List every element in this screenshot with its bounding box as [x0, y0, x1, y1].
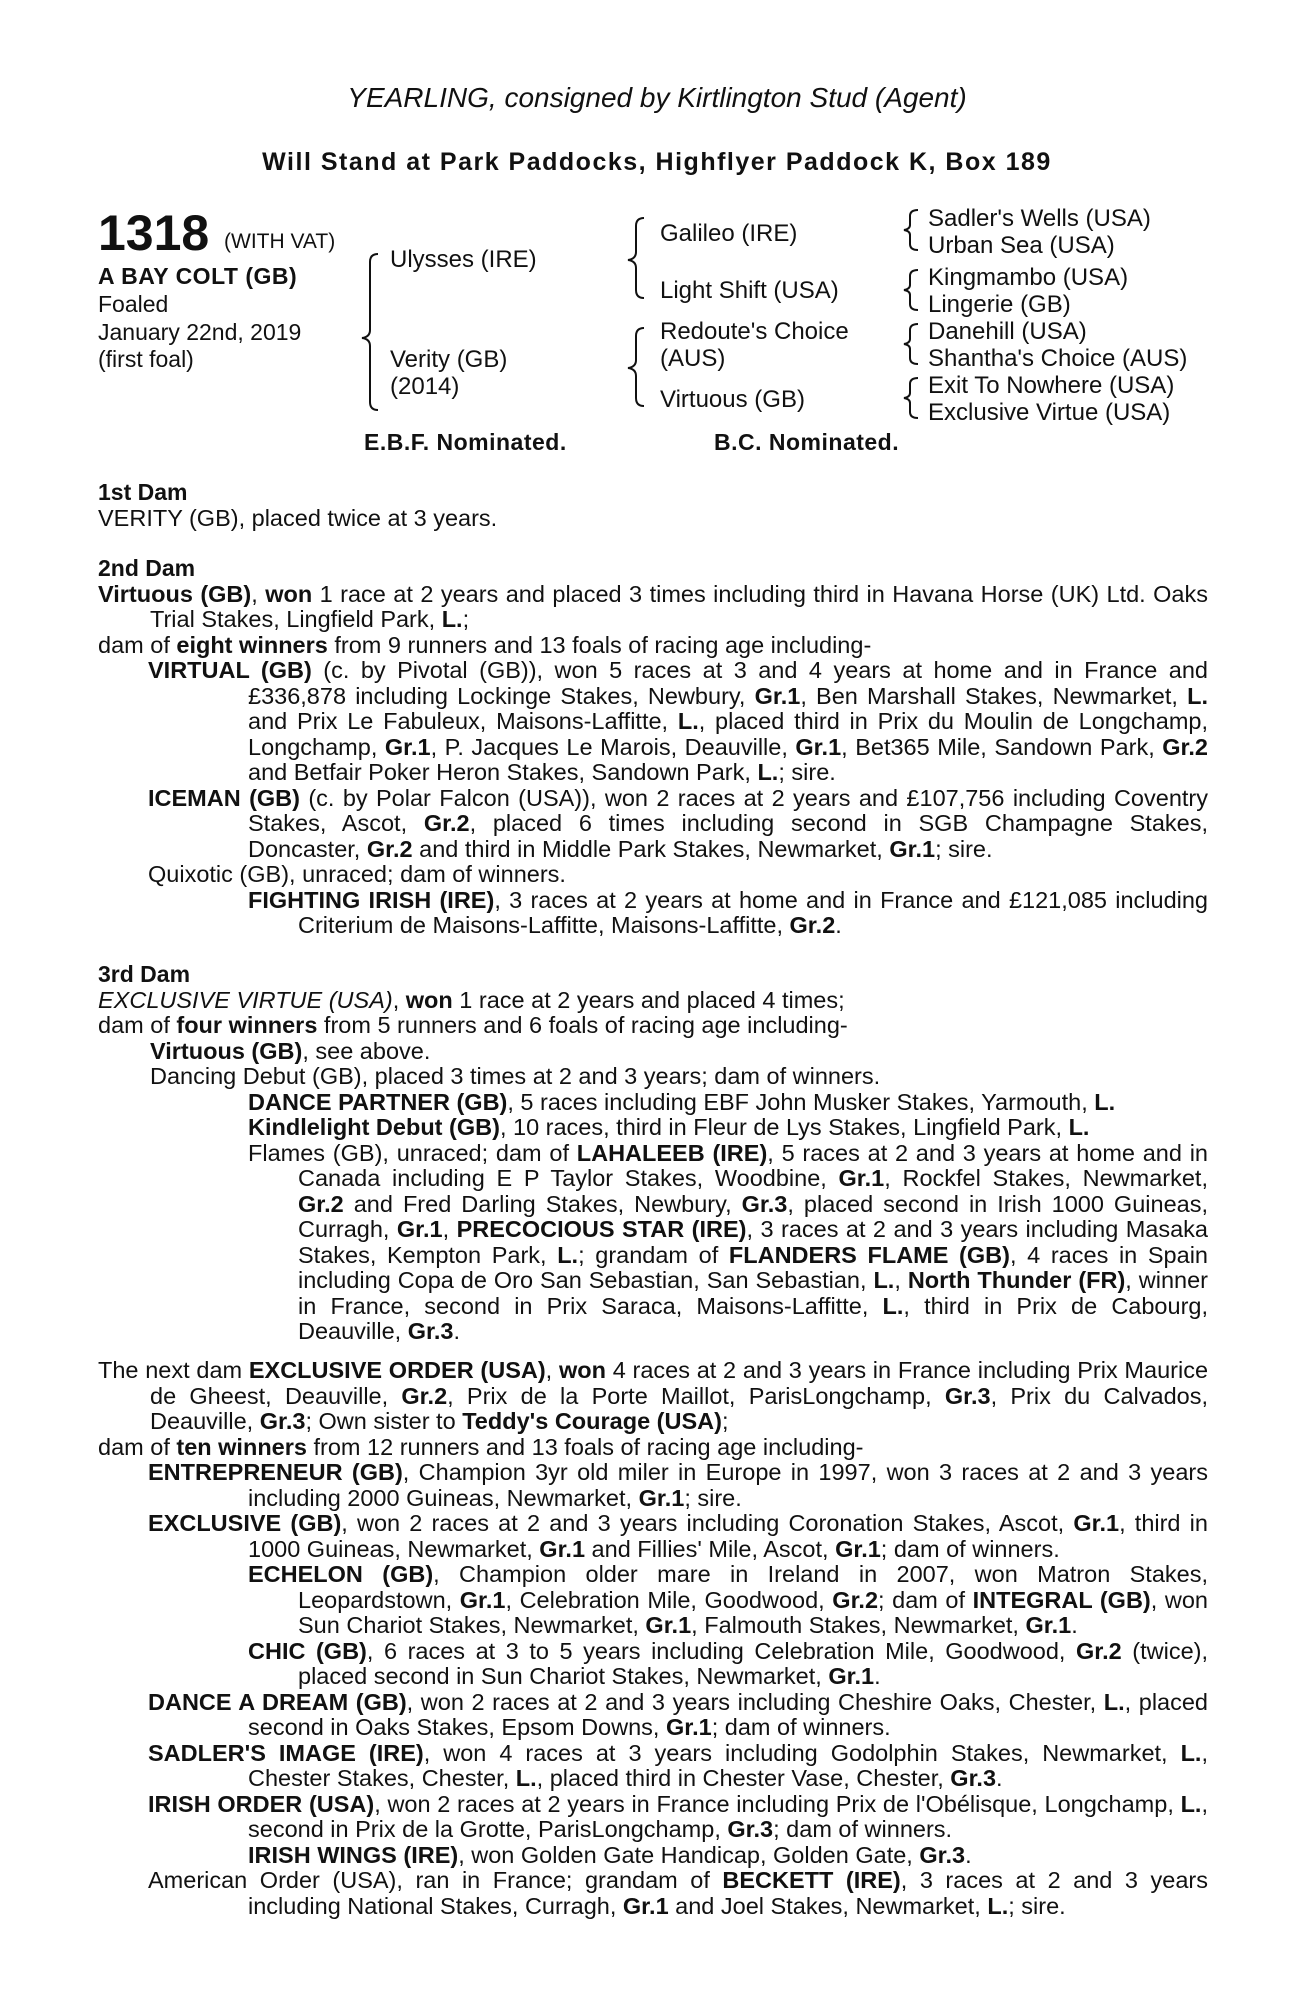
- brace-dam: [628, 328, 644, 406]
- foaled-date: January 22nd, 2019: [98, 319, 302, 345]
- produce-entry: DANCE A DREAM (GB), won 2 races at 2 and 3 years including Cheshire Oaks, Chester, L., placed second in Oaks Stakes, Epsom Downs, Gr.1; dam of winners.: [148, 1688, 1209, 1740]
- first-dam-section: [98, 480, 1208, 531]
- produce-entry: ECHELON (GB), Champion older mare in Ireland in 2007, won Matron Stakes, Leopardstown, Gr.1, Celebration Mile, Goodwood, Gr.2; dam of INTEGRAL (GB), won Sun Chariot Stakes, Newmarket, Gr.1, Falmouth Stakes, Newmarket, Gr.1.: [248, 1561, 1208, 1638]
- produce-entry: American Order (USA), ran in France; grandam of BECKETT (IRE), 3 races at 2 and 3 years including National Stakes, Curragh, Gr.1 and Joel Stakes, Newmarket, L.; sire.: [148, 1867, 1208, 1919]
- third-dam-heading: 3rd Dam: [98, 961, 191, 987]
- first-dam-heading: 1st Dam: [98, 479, 188, 505]
- dam-paragraph: Virtuous (GB), won 1 race at 2 years and placed 3 times including third in Havana Horse (UK) Ltd. Oaks Trial Stakes, Lingfield Park, L.;: [98, 580, 1208, 632]
- produce-entry: ICEMAN (GB) (c. by Polar Falcon (USA)), won 2 races at 2 years and £107,756 including Coventry Stakes, Ascot, Gr.2, placed 6 times including second in SGB Champagne Stakes, Doncaster, Gr.2 and third in Middle Park Stakes, Newmarket, Gr.1; sire.: [148, 784, 1208, 862]
- foaled-label: Foaled: [98, 291, 169, 317]
- lot-name: A BAY COLT (GB): [98, 263, 298, 289]
- third-dam-section: [98, 962, 1208, 1345]
- produce-entry: Virtuous (GB), see above.: [150, 1037, 431, 1064]
- produce-entry: EXCLUSIVE (GB), won 2 races at 2 and 3 years including Coronation Stakes, Ascot, Gr.1, third in 1000 Guineas, Newmarket, Gr.1 and Fillies' Mile, Ascot, Gr.1; dam of winners.: [148, 1510, 1208, 1562]
- first-foal-note: (first foal): [98, 346, 194, 372]
- produce-entry: IRISH ORDER (USA), won 2 races at 2 years in France including Prix de l'Obélisque, Longchamp, L., second in Prix de la Grotte, ParisLongchamp, Gr.3; dam of winners.: [148, 1790, 1208, 1842]
- first-dam-text: VERITY (GB), placed twice at 3 years.: [98, 504, 498, 531]
- produce-entry: IRISH WINGS (IRE), won Golden Gate Handicap, Golden Gate, Gr.3.: [248, 1841, 972, 1868]
- brace-sd: [904, 270, 918, 310]
- dam-dam-dam: Exclusive Virtue (USA): [928, 399, 1171, 426]
- dam-paragraph: EXCLUSIVE VIRTUE (USA), won 1 race at 2 years and placed 4 times;: [98, 986, 845, 1013]
- produce-summary: dam of four winners from 5 runners and 6 foals of racing age including-: [98, 1012, 848, 1038]
- produce-entry: SADLER'S IMAGE (IRE), won 4 races at 3 years including Godolphin Stakes, Newmarket, L., Chester Stakes, Chester, L., placed third in Chester Vase, Chester, Gr.3.: [148, 1739, 1208, 1791]
- sire-dam-sire: Kingmambo (USA): [928, 264, 1129, 291]
- lot-number: 1318: [98, 205, 210, 261]
- brace-dd: [904, 378, 918, 418]
- produce-entry: Kindlelight Debut (GB), 10 races, third in Fleur de Lys Stakes, Lingfield Park, L.: [248, 1114, 1090, 1140]
- brace-main: [362, 254, 378, 410]
- sire-dam-dam: Lingerie (GB): [928, 291, 1071, 318]
- vat-note: (WITH VAT): [224, 230, 336, 253]
- next-dam-section: [98, 1358, 1208, 1919]
- produce-entry: Dancing Debut (GB), placed 3 times at 2 and 3 years; dam of winners.: [150, 1063, 881, 1089]
- produce-entry: FIGHTING IRISH (IRE), 3 races at 2 years at home and in France and £121,085 including Criterium de Maisons-Laffitte, Maisons-Laffitte, Gr.2.: [248, 886, 1208, 938]
- stand-location: Will Stand at Park Paddocks, Highflyer Paddock K, Box 189: [262, 148, 1052, 176]
- dam-sire-dam: Shantha's Choice (AUS): [928, 345, 1188, 372]
- dam-sire-line1: Redoute's Choice: [660, 318, 849, 345]
- dam-sire-sire: Danehill (USA): [928, 318, 1087, 345]
- brace-sire: [628, 218, 644, 298]
- dam-dam-sire: Exit To Nowhere (USA): [928, 372, 1175, 399]
- brace-ss: [904, 210, 918, 250]
- produce-entry: DANCE PARTNER (GB), 5 races including EBF John Musker Stakes, Yarmouth, L.: [248, 1088, 1116, 1115]
- second-dam-section: [98, 556, 1208, 939]
- produce-entry: Flames (GB), unraced; dam of LAHALEEB (IRE), 5 races at 2 and 3 years at home and in Canada including E P Taylor Stakes, Woodbine, Gr.1, Rockfel Stakes, Newmarket, Gr.2 and Fred Darling Stakes, Newbury, Gr.3, placed second in Irish 1000 Guineas, Curragh, Gr.1, PRECOCIOUS STAR (IRE), 3 races at 2 and 3 years including Masaka Stakes, Kempton Park, L.; grandam of FLANDERS FLAME (GB), 4 races in Spain including Copa de Oro San Sebastian, San Sebastian, L., North Thunder (FR), winner in France, second in Prix Saraca, Maisons-Laffitte, L., third in Prix de Cabourg, Deauville, Gr.3.: [248, 1139, 1208, 1344]
- brace-ds: [904, 324, 918, 364]
- sire-sire-sire: Sadler's Wells (USA): [928, 205, 1151, 232]
- dam-year: (2014): [390, 373, 460, 400]
- dam-sire-line2: (AUS): [660, 345, 726, 372]
- sire-sire: Galileo (IRE): [660, 220, 798, 247]
- produce-entry: Quixotic (GB), unraced; dam of winners.: [148, 861, 566, 887]
- produce-entry: VIRTUAL (GB) (c. by Pivotal (GB)), won 5 races at 3 and 4 years at home and in France and £336,878 including Lockinge Stakes, Newbury, Gr.1, Ben Marshall Stakes, Newmarket, L. and Prix Le Fabuleux, Maisons-Laffitte, L., placed third in Prix du Moulin de Longchamp, Longchamp, Gr.1, P. Jacques Le Marois, Deauville, Gr.1, Bet365 Mile, Sandown Park, Gr.2 and Betfair Poker Heron Stakes, Sandown Park, L.; sire.: [148, 657, 1208, 785]
- bc-nominated: B.C. Nominated.: [714, 429, 900, 455]
- dam-dam: Virtuous (GB): [660, 386, 805, 413]
- second-dam-heading: 2nd Dam: [98, 555, 196, 581]
- page-title: YEARLING, consigned by Kirtlington Stud (Agent): [347, 82, 967, 113]
- sire-sire-dam: Urban Sea (USA): [928, 232, 1115, 259]
- produce-entry: CHIC (GB), 6 races at 3 to 5 years including Celebration Mile, Goodwood, Gr.2 (twice), placed second in Sun Chariot Stakes, Newmarket, Gr.1.: [248, 1637, 1208, 1689]
- produce-summary: dam of eight winners from 9 runners and 13 foals of racing age including-: [98, 631, 872, 658]
- ebf-nominated: E.B.F. Nominated.: [364, 429, 567, 455]
- produce-summary: dam of ten winners from 12 runners and 13 foals of racing age including-: [98, 1433, 864, 1460]
- dam-name: Verity (GB): [390, 346, 508, 373]
- produce-entry: ENTREPRENEUR (GB), Champion 3yr old miler in Europe in 1997, won 3 races at 2 and 3 years including 2000 Guineas, Newmarket, Gr.1; sire.: [148, 1459, 1208, 1511]
- dam-paragraph: The next dam EXCLUSIVE ORDER (USA), won 4 races at 2 and 3 years in France including Prix Maurice de Gheest, Deauville, Gr.2, Prix de la Porte Maillot, ParisLongchamp, Gr.3, Prix du Calvados, Deauville, Gr.3; Own sister to Teddy's Courage (USA);: [98, 1357, 1209, 1434]
- sire-dam: Light Shift (USA): [660, 277, 839, 304]
- sire-name: Ulysses (IRE): [390, 246, 537, 273]
